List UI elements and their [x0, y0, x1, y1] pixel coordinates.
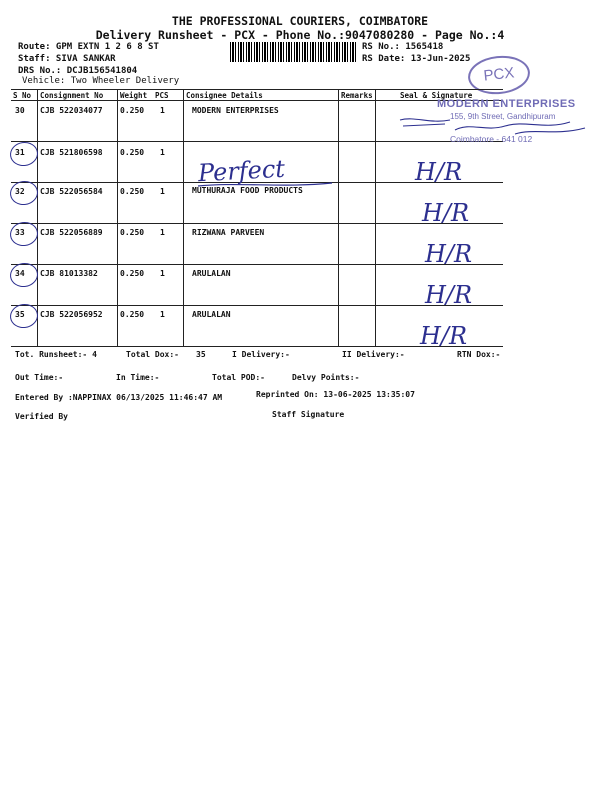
row-sno: 34 — [15, 269, 25, 278]
seal-company-name: MODERN ENTERPRISES — [437, 98, 576, 110]
column-divider — [117, 89, 118, 346]
drs-info: DRS No.: DCJB156541804 — [18, 66, 138, 76]
row-weight: 0.250 — [120, 269, 145, 278]
col-header-weight: Weight — [120, 91, 148, 100]
pcx-stamp: PCX — [466, 53, 532, 97]
staff-signature: Staff Signature — [272, 410, 345, 419]
row-sno: 31 — [15, 148, 25, 157]
row-pcs: 1 — [160, 106, 165, 115]
handwritten-hr: H/R — [415, 158, 463, 186]
runsheet-subtitle: Delivery Runsheet - PCX - Phone No.:9047080280 - Page No.:4 — [95, 28, 505, 42]
in-time: In Time:- — [116, 373, 160, 382]
row-pcs: 1 — [160, 148, 165, 157]
handwritten-hr: H/R — [420, 322, 468, 350]
col-header-consignment: Consignment No — [40, 91, 104, 100]
handwritten-hr: H/R — [422, 199, 470, 227]
seal-address-line2: Coimbatore - 641 012 — [450, 134, 533, 144]
perfect-underline — [196, 180, 336, 190]
table-header-border — [11, 100, 503, 101]
row-consignee: MUTHURAJA FOOD PRODUCTS — [192, 186, 303, 195]
row-consignment: CJB 522056952 — [40, 310, 103, 319]
out-time: Out Time:- — [15, 373, 64, 382]
row-consignment: CJB 522034077 — [40, 106, 103, 115]
table-top-border — [11, 89, 503, 90]
rs-number: RS No.: 1565418 — [362, 42, 444, 52]
row-consignee: ARULALAN — [192, 310, 231, 319]
row-consignee: ARULALAN — [192, 269, 231, 278]
col-header-pcs: PCS — [155, 91, 169, 100]
column-divider — [338, 89, 339, 346]
scribbled-signature — [395, 112, 595, 138]
staff-info: Staff: SIVA SANKAR — [18, 54, 116, 64]
row-consignment: CJB 522056584 — [40, 187, 103, 196]
row-sno: 35 — [15, 310, 25, 319]
total-runsheet: Tot. Runsheet:- 4 — [15, 350, 97, 359]
row-weight: 0.250 — [120, 228, 145, 237]
column-divider — [375, 89, 376, 346]
row-consignment: CJB 522056889 — [40, 228, 103, 237]
row-sno: 32 — [15, 187, 25, 196]
verified-by: Verified By — [15, 412, 68, 421]
row-pcs: 1 — [160, 269, 165, 278]
row-weight: 0.250 — [120, 187, 145, 196]
column-divider — [37, 89, 38, 346]
route-info: Route: GPM EXTN 1 2 6 8 ST — [18, 42, 159, 52]
reprinted-on: Reprinted On: 13-06-2025 13:35:07 — [256, 390, 415, 399]
total-dox-label: Total Dox:- — [126, 350, 179, 359]
row-weight: 0.250 — [120, 310, 145, 319]
row-pcs: 1 — [160, 187, 165, 196]
row-weight: 0.250 — [120, 106, 145, 115]
total-dox-value: 35 — [196, 350, 206, 359]
col-header-seal-signature: Seal & Signature — [400, 91, 473, 100]
row-sno: 30 — [15, 106, 25, 115]
row-consignment: CJB 81013382 — [40, 269, 98, 278]
handwritten-perfect: Perfect — [197, 154, 286, 188]
barcode-image — [230, 42, 356, 62]
col-header-consignee: Consignee Details — [186, 91, 263, 100]
handwritten-hr: H/R — [425, 281, 473, 309]
delivery-points: Delvy Points:- — [292, 373, 360, 382]
column-divider — [183, 89, 184, 346]
ii-delivery: II Delivery:- — [342, 350, 405, 359]
handwritten-hr: H/R — [425, 240, 473, 268]
row-pcs: 1 — [160, 228, 165, 237]
rs-date: RS Date: 13-Jun-2025 — [362, 54, 471, 64]
i-delivery: I Delivery:- — [232, 350, 290, 359]
row-divider — [11, 141, 503, 142]
total-pod: Total POD:- — [212, 373, 265, 382]
entered-by: Entered By :NAPPINAX 06/13/2025 11:46:47 AM — [15, 393, 223, 402]
row-consignee: MODERN ENTERPRISES — [192, 106, 279, 115]
vehicle-info: Vehicle: Two Wheeler Delivery — [22, 76, 180, 86]
col-header-sno: S No — [13, 91, 32, 100]
company-title: THE PROFESSIONAL COURIERS, COIMBATORE — [171, 14, 429, 28]
row-consignee: RIZWANA PARVEEN — [192, 228, 265, 237]
row-consignment: CJB 521806598 — [40, 148, 103, 157]
row-pcs: 1 — [160, 310, 165, 319]
row-weight: 0.250 — [120, 148, 145, 157]
seal-address-line1: 155, 9th Street, Gandhipuram — [450, 112, 556, 121]
rtn-dox: RTN Dox:- — [457, 350, 501, 359]
col-header-remarks: Remarks — [341, 91, 373, 100]
row-sno: 33 — [15, 228, 25, 237]
